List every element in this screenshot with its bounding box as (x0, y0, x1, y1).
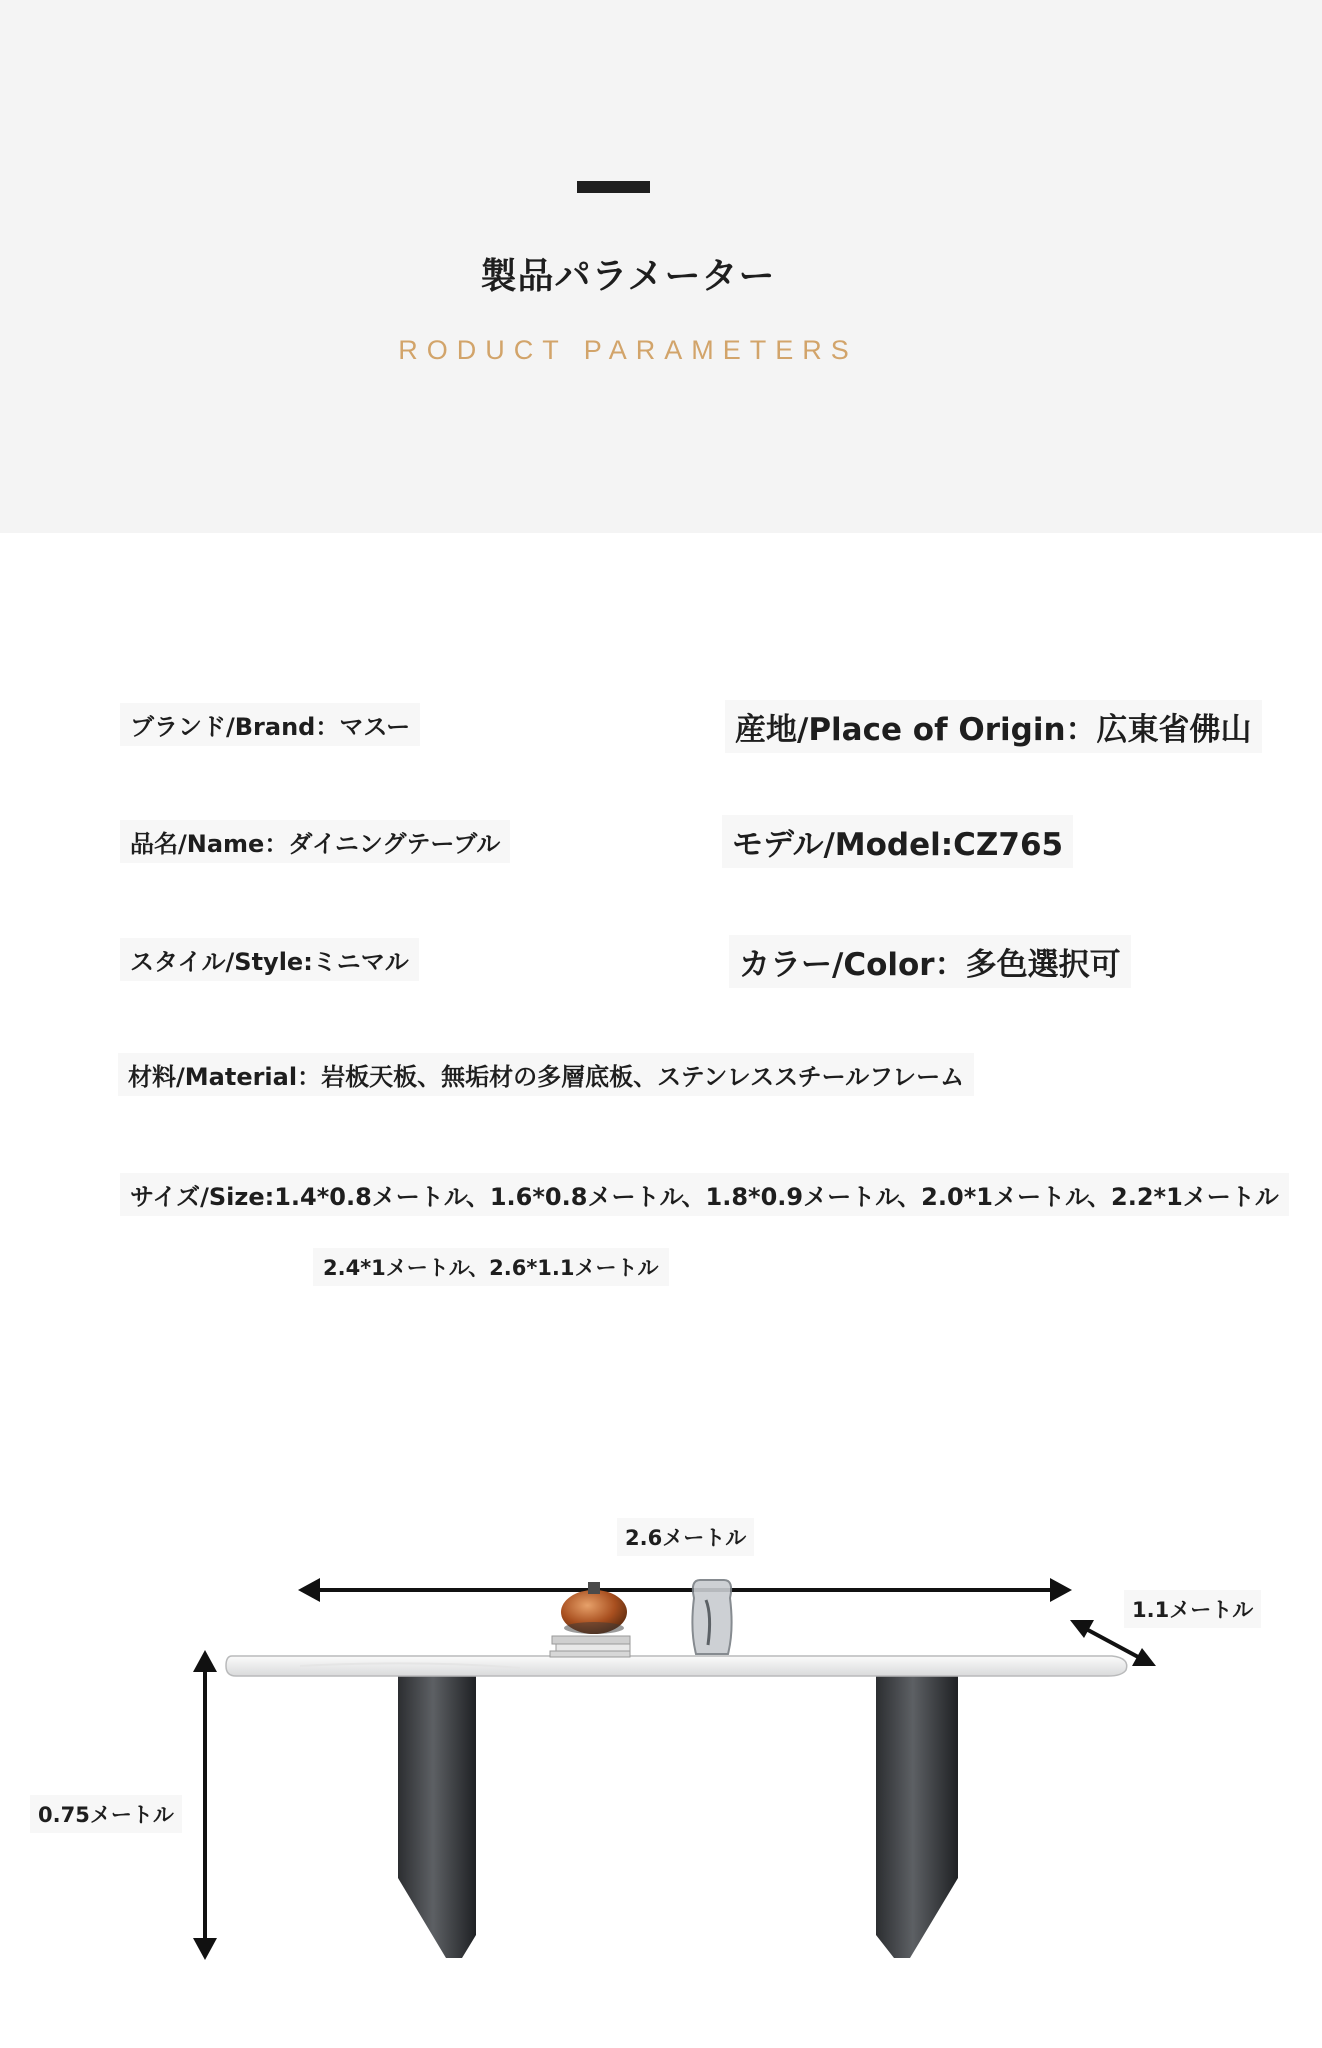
param-size-line1: サイズ/Size:1.4*0.8メートル、1.6*0.8メートル、1.8*0.9メートル、2.0*1メートル、2.2*1メートル (120, 1173, 1289, 1216)
page-title: 製品パラメーター (480, 256, 776, 297)
param-model: モデル/Model:CZ765 (722, 815, 1073, 868)
page-subtitle: RODUCT PARAMETERS (398, 335, 858, 365)
table-dimension-drawing (0, 1480, 1322, 2000)
book-stack (550, 1636, 630, 1657)
table-leg-left (398, 1673, 476, 1958)
param-size-line2: 2.4*1メートル、2.6*1.1メートル (313, 1248, 669, 1286)
param-material: 材料/Material：岩板天板、無垢材の多層底板、ステンレススチールフレーム (118, 1053, 974, 1096)
param-origin: 産地/Place of Origin：広東省佛山 (725, 700, 1262, 753)
tabletop (226, 1656, 1127, 1676)
length-dimension-label: 2.6メートル (617, 1518, 754, 1556)
param-style: スタイル/Style:ミニマル (120, 938, 419, 981)
title-accent-bar (577, 181, 650, 193)
height-arrow (193, 1650, 217, 1960)
height-dimension-label: 0.75メートル (30, 1795, 182, 1833)
table-leg-right (876, 1673, 958, 1958)
param-brand: ブランド/Brand：マスー (120, 703, 420, 746)
param-name: 品名/Name：ダイニングテーブル (120, 820, 510, 863)
header-section (0, 0, 1322, 533)
length-arrow (298, 1578, 1072, 1602)
depth-dimension-label: 1.1メートル (1124, 1590, 1261, 1628)
glass-vase (692, 1580, 731, 1654)
param-color: カラー/Color：多色選択可 (729, 935, 1131, 988)
